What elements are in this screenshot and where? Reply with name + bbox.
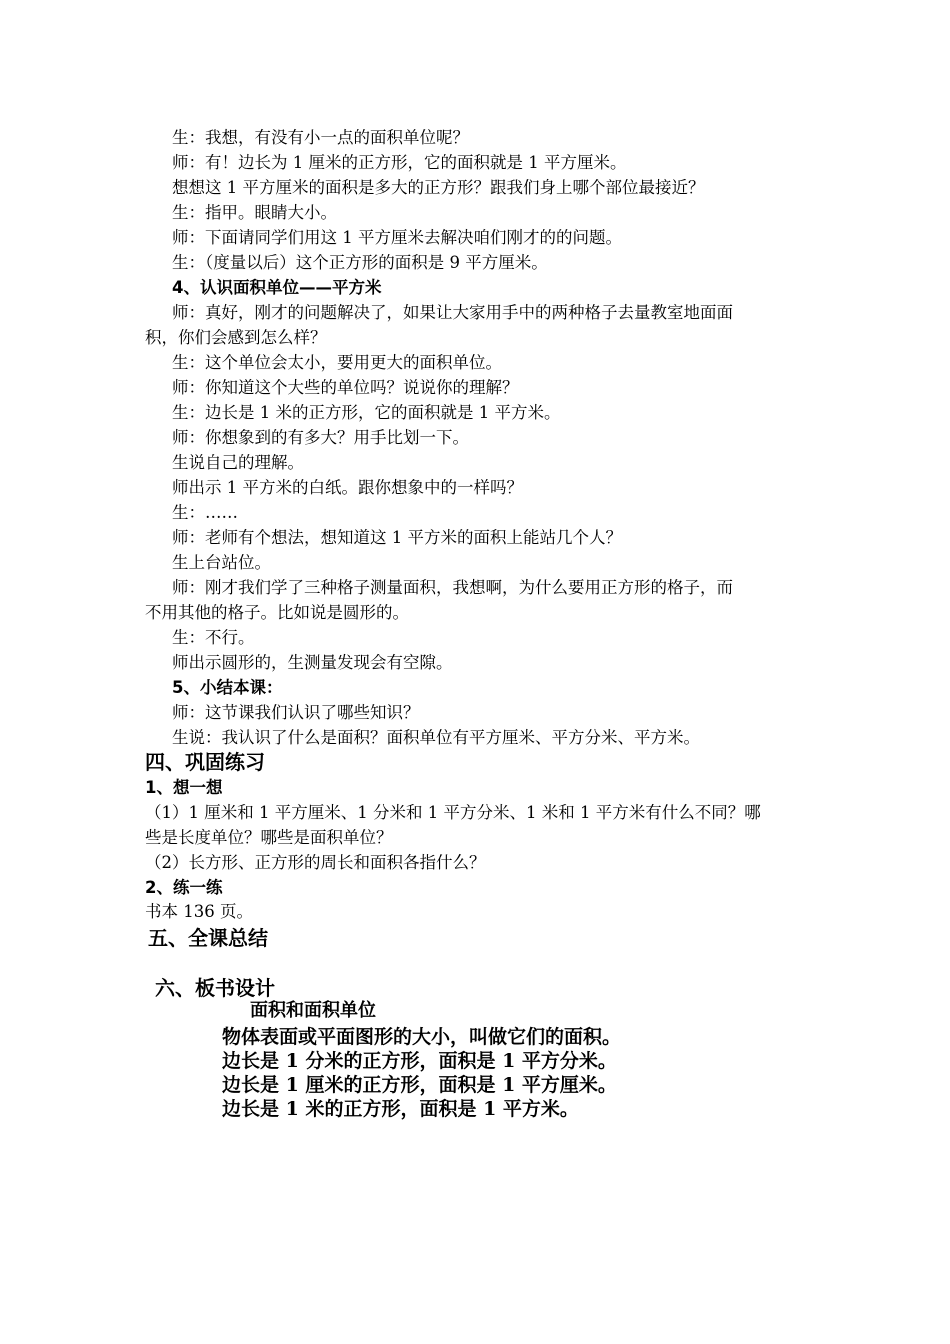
dialogue-line: 师：老师有个想法，想知道这 1 平方米的面积上能站几个人？ [172,528,622,547]
dialogue-line: 生说自己的理解。 [172,453,304,472]
part-6-heading: 六、板书设计 [155,976,275,1000]
dialogue-line: 师：这节课我们认识了哪些知识？ [172,703,420,722]
paragraph-line: 师：刚才我们学了三种格子测量面积，我想啊，为什么要用正方形的格子，而 [172,578,733,597]
board-line: 边长是 1 厘米的正方形，面积是 1 平方厘米。 [222,1074,617,1096]
section-5-title: 5、小结本课： [172,678,283,697]
section-4-title: 4、认识面积单位——平方米 [172,278,382,297]
question-line: （1）1 厘米和 1 平方厘米、1 分米和 1 平方分米、1 米和 1 平方米有什么不同？哪 [145,803,761,822]
question-line: （2）长方形、正方形的周长和面积各指什么？ [145,853,486,872]
dialogue-line: 想想这 1 平方厘米的面积是多大的正方形？跟我们身上哪个部位最接近？ [172,178,705,197]
dialogue-line: 生：指甲。眼睛大小。 [172,203,337,222]
dialogue-line: 生上台站位。 [172,553,271,572]
question-line: 些是长度单位？哪些是面积单位？ [145,828,393,847]
paragraph-line: 师：真好，刚才的问题解决了，如果让大家用手中的两种格子去量教室地面面 [172,303,733,322]
dialogue-line: 师：你知道这个大些的单位吗？说说你的理解？ [172,378,519,397]
paragraph-line: 积，你们会感到怎么样？ [145,328,327,347]
dialogue-line: 师出示 1 平方米的白纸。跟你想象中的一样吗？ [172,478,523,497]
dialogue-line: 生：边长是 1 米的正方形，它的面积就是 1 平方米。 [172,403,561,422]
dialogue-line: 生：不行。 [172,628,255,647]
board-line: 边长是 1 米的正方形，面积是 1 平方米。 [222,1098,579,1120]
board-title: 面积和面积单位 [250,1000,376,1021]
dialogue-line: 生：这个单位会太小，要用更大的面积单位。 [172,353,502,372]
dialogue-line: 师：你想象到的有多大？用手比划一下。 [172,428,469,447]
dialogue-line: 师：下面请同学们用这 1 平方厘米去解决咱们刚才的的问题。 [172,228,622,247]
dialogue-line: 生：…… [172,503,238,522]
paragraph-line: 不用其他的格子。比如说是圆形的。 [145,603,409,622]
subsection-1-title: 1、想一想 [145,778,223,797]
dialogue-line: 生：我想，有没有小一点的面积单位呢？ [172,128,469,147]
dialogue-line: 生说：我认识了什么是面积？面积单位有平方厘米、平方分米、平方米。 [172,728,700,747]
board-line: 物体表面或平面图形的大小，叫做它们的面积。 [222,1026,622,1048]
part-4-heading: 四、巩固练习 [145,750,265,774]
subsection-2-title: 2、练一练 [145,878,223,897]
board-line: 边长是 1 分米的正方形，面积是 1 平方分米。 [222,1050,617,1072]
dialogue-line: 生：（度量以后）这个正方形的面积是 9 平方厘米。 [172,253,548,272]
dialogue-line: 师出示圆形的，生测量发现会有空隙。 [172,653,453,672]
part-5-heading: 五、全课总结 [148,926,268,950]
practice-line: 书本 136 页。 [145,902,253,921]
dialogue-line: 师：有！边长为 1 厘米的正方形，它的面积就是 1 平方厘米。 [172,153,627,172]
